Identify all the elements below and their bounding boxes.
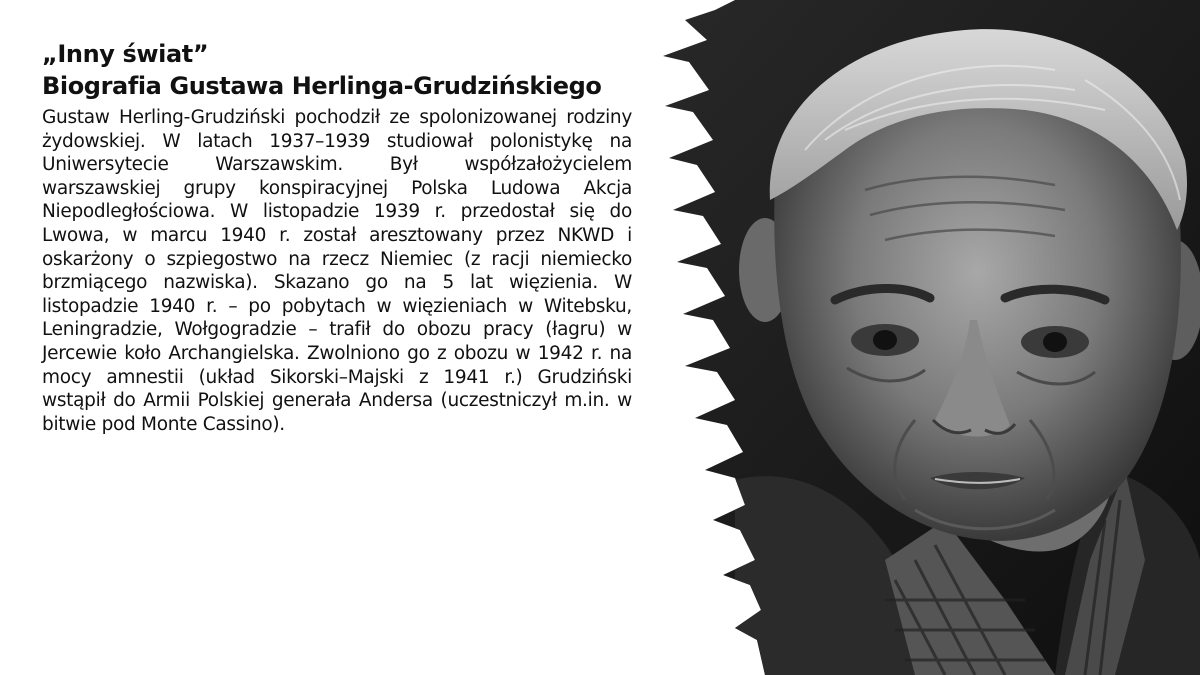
- portrait-photo: [585, 0, 1200, 675]
- biography-text: Gustaw Herling-Grudziński pochodził ze spolonizowanej rodziny żydowskiej. W latach 1937–1939 studiował polonistykę na Uniwersytecie Warszawskim. Był współzałożycielem warszawskiej grupy konspiracyjnej Polska Ludowa Akcja Niepodległościowa. W listopadzie 1939 r. przedostał się do Lwowa, w marcu 1940 r. został aresztowany przez NKWD i oskarżony o szpiegostwo na rzecz Niemiec (z racji niemiecko brzmiącego nazwiska). Skazano go na 5 lat więzienia. W listopadzie 1940 r. – po pobytach w więzieniach w Witebsku, Leningradzie, Wołgogradzie – trafił do obozu pracy (łagru) w Jercewie koło Archangielska. Zwolniono go z obozu w 1942 r. na mocy amnestii (układ Sikorski–Majski z 1941 r.) Grudziński wstąpił do Armii Polskiej generała Andersa (uczestniczył m.in. w bitwie pod Monte Cassino).: [42, 107, 632, 435]
- text-block: [42, 38, 632, 436]
- slide-subtitle: Biografia Gustawa Herlinga-Grudzińskiego: [42, 72, 602, 100]
- slide-title: „Inny świat”: [42, 40, 209, 68]
